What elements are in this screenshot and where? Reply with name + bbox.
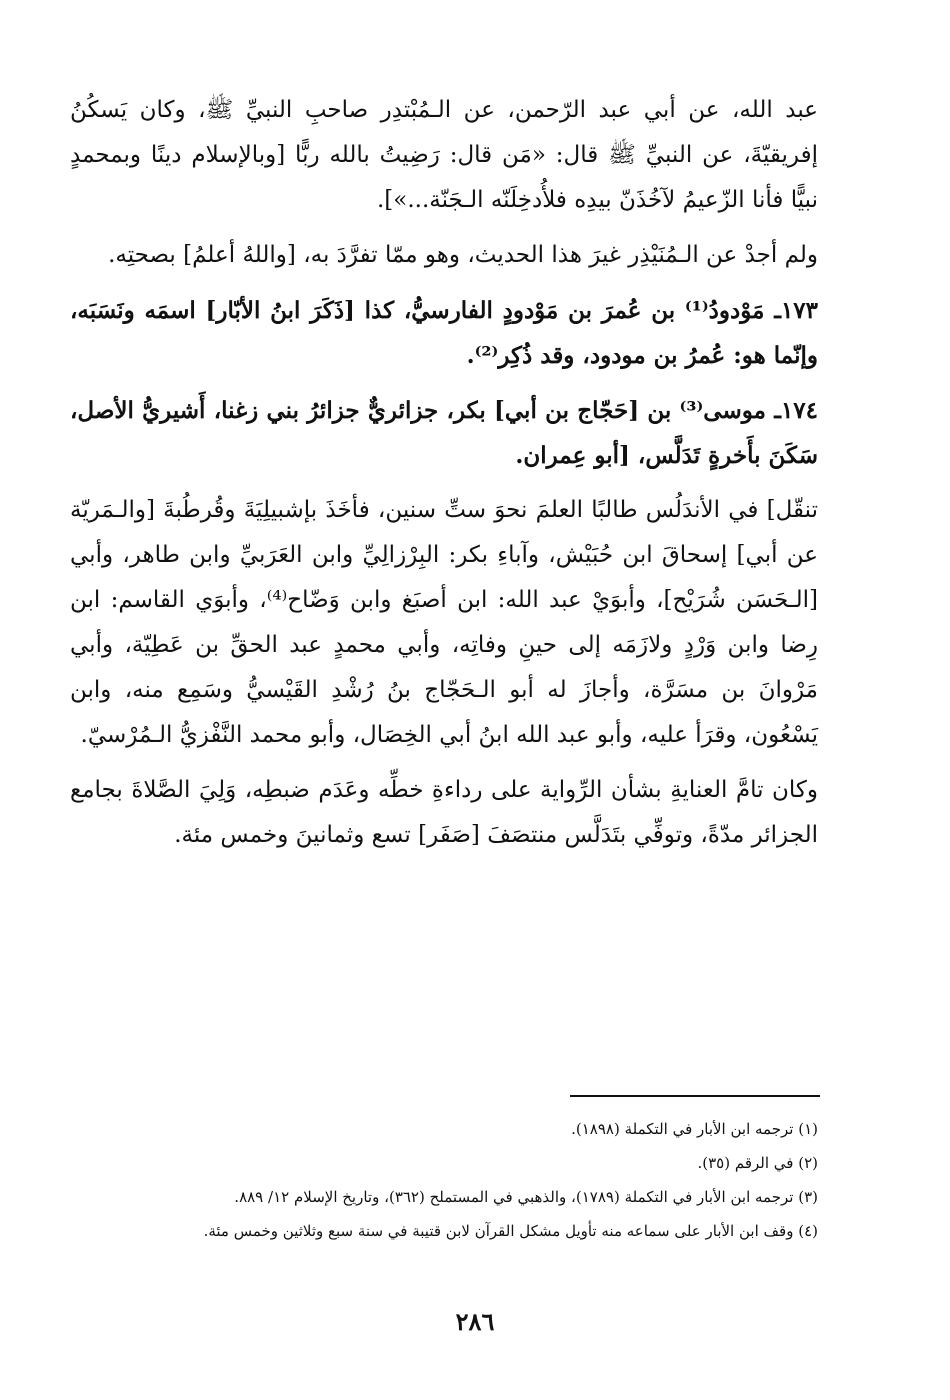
page-number: ٢٨٦ (455, 1307, 495, 1336)
footnote-3: (٣) ترجمه ابن الأبار في التكملة (١٧٨٩)، والذهبي في المستملح (٣٦٢)، وتاريخ الإسلام ١٢/ ٨٨٩. (234, 1188, 818, 1206)
paragraph-travels: تنقّل] في الأندَلُس طالبًا العلمَ نحوَ ستِّ سنين، فأخَذَ بإشبيلِيَةَ وقُرطُبةَ [والـمَريّة عن أبي] إسحاقَ ابن حُبَيْش، وآباءِ بكر: البِرْزالِيِّ وابن العَرَبيِّ وابن طاهر، وأبي [الـحَسَن شُرَيْح]، وأبوَيْ عبد الله: ابن أصبَغ وابن وَضّاح⁽⁴⁾، وأبوَي القاسم: ابن رِضا وابن وَرْدٍ ولازَمَه إلى حينِ وفاتِه، وأبي محمدٍ عبد الحقِّ بن عَطِيّة، وأبي مَرْوانَ بن مسَرَّة، وأجازَ له أبو الـحَجّاج بنُ رُشْدِ القَيْسيُّ وسَمِع منه، وابن يَسْعُون، وقرَأ عليه، وأبو عبد الله ابنُ أبي الخِصَال، وأبو محمد النَّفْزيُّ الـمُرْسيّ. (70, 497, 818, 748)
paragraph-note: ولم أجدْ عن الـمُنَيْذِر غيرَ هذا الحديث، وهو ممّا تفرَّدَ به، [واللهُ أعلمُ] بصحتِه. (108, 242, 818, 268)
footnote-4: (٤) وقف ابن الأبار على سماعه منه تأويل مشكل القرآن لابن قتيبة في سنة سبع وثلاثين وخمس مئة. (203, 1222, 818, 1240)
entry-174: ١٧٤ـ موسى⁽³⁾ بن [حَجّاج بن أبي] بكر، جزائريٌّ جزائرُ بني زغنا، أَشيريُّ الأصل، سَكَنَ بأَخرةٍ تَدَلَّس، [أبو عِمران. (70, 397, 818, 469)
paragraph-hadith: عبد الله، عن أبي عبد الرّحمن، عن الـمُبْتدِر صاحبِ النبيِّ ﷺ، وكان يَسكُنُ إفريقيّةَ، عن النبيِّ ﷺ قال: «مَن قال: رَضِيتُ بالله ربًّا [وبالإسلام دينًا وبمحمدٍ نبيًّا فأنا الزّعيمُ لآخُذَنّ بيدِه فلأُدخِلَنّه الـجَنّة...»]. (70, 97, 818, 213)
footnote-divider (570, 1095, 820, 1097)
main-text (70, 88, 818, 868)
paragraph-death: وكان تامَّ العنايةِ بشأن الرِّواية على رداءةِ خطِّه وعَدَم ضبطِه، وَلِيَ الصَّلاةَ بجامع الجزائر مدّةً، وتوفِّي بتَدَلَّس منتصَفَ [صَفَر] تسع وثمانينَ وخمس مئة. (70, 777, 818, 848)
footnotes (70, 1112, 818, 1248)
footnote-2: (٢) في الرقم (٣٥). (697, 1154, 818, 1172)
footnote-1: (١) ترجمه ابن الأبار في التكملة (١٨٩٨). (571, 1120, 818, 1138)
entry-173: ١٧٣ـ مَوْدودُ⁽¹⁾ بن عُمرَ بن مَوْدودٍ الفارسيُّ، كذا [ذَكَرَ ابنُ الأبّار] اسمَه ونَسَبَه، وإنّما هو: عُمرُ بن مودود، وقد ذُكِر⁽²⁾. (70, 297, 818, 369)
